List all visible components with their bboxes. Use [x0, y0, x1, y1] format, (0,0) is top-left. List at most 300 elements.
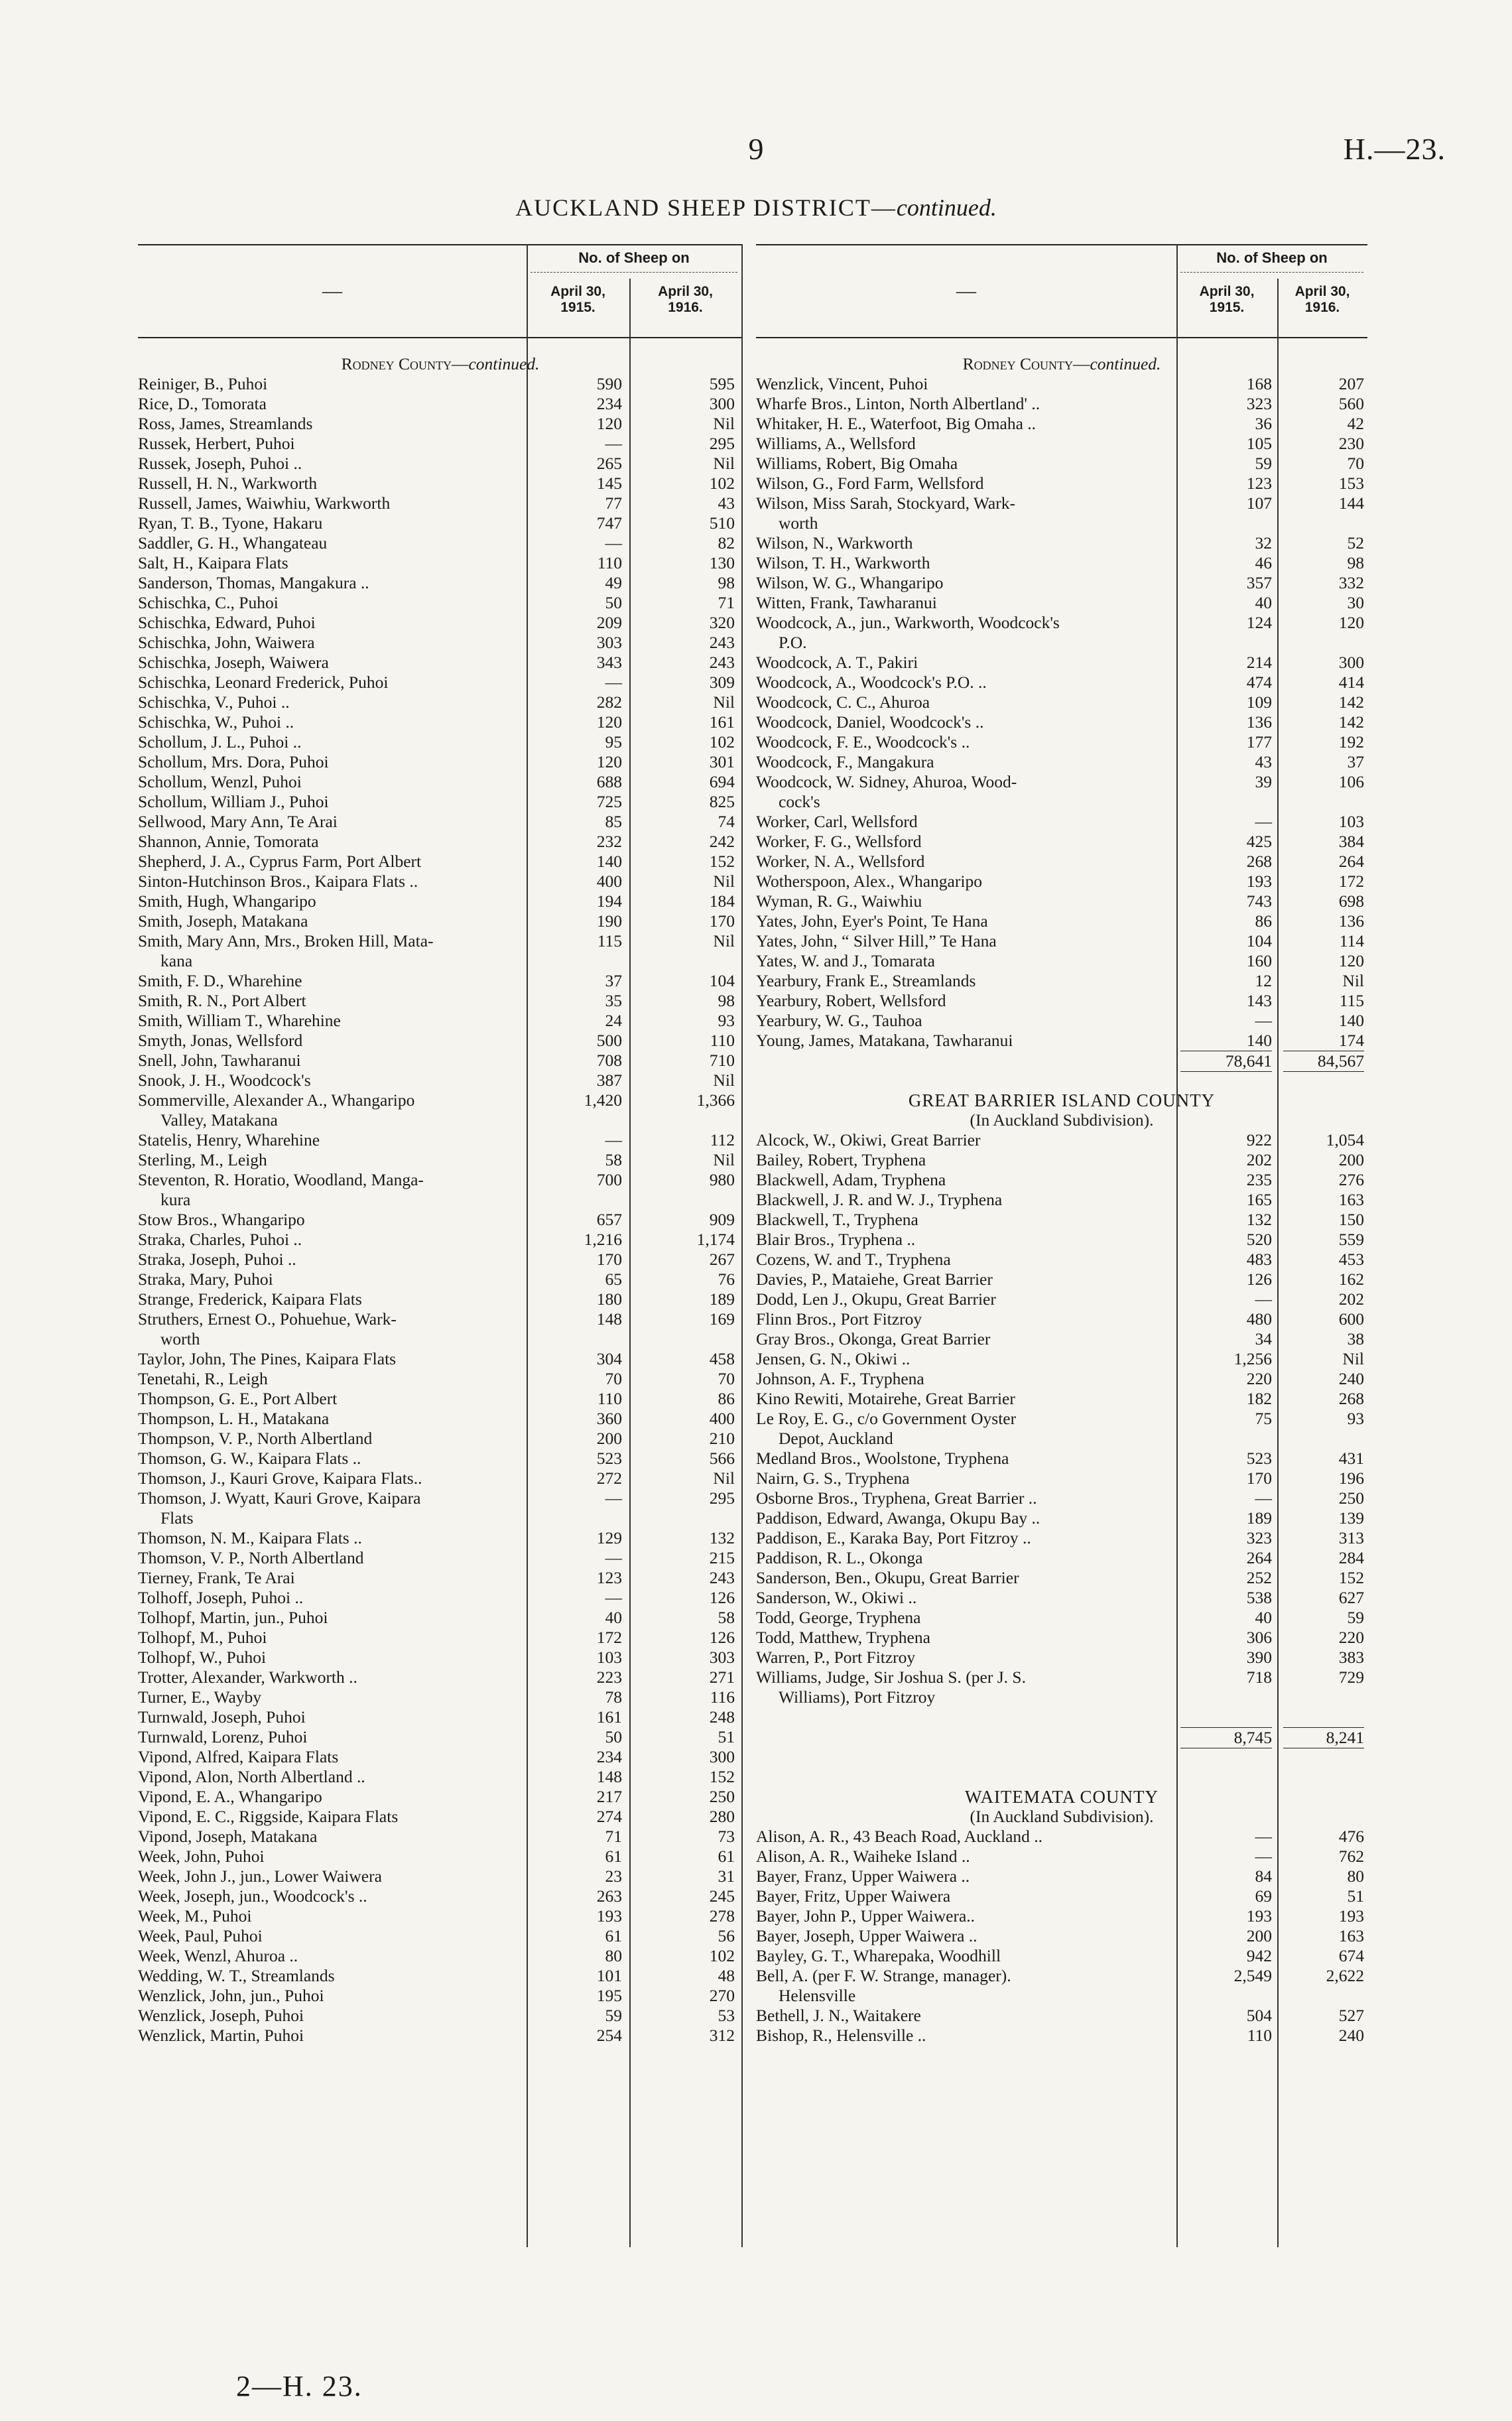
- entry-name: Woodcock, C. C., Ahuroa: [756, 692, 930, 712]
- entry-name: Wilson, N., Warkworth: [756, 533, 913, 553]
- right-table: [756, 244, 1367, 2267]
- entry-name: Woodcock, F. E., Woodcock's ..: [756, 732, 970, 752]
- sheep-1916: 163: [1338, 1926, 1364, 1945]
- entry-name: Wilson, W. G., Whangaripo: [756, 573, 944, 592]
- sheep-1916: 144: [1338, 493, 1364, 513]
- sheep-1916: 162: [1338, 1270, 1364, 1289]
- entry-name: Week, Joseph, jun., Woodcock's ..: [138, 1886, 367, 1906]
- entry-name: Week, Wenzl, Ahuroa ..: [138, 1946, 298, 1965]
- table-row: [756, 1090, 1367, 1110]
- table-row: [138, 2006, 743, 2026]
- sheep-1916: 170: [709, 911, 735, 931]
- table-row: [756, 852, 1367, 872]
- entry-name: Wharfe Bros., Linton, North Albertland' ..: [756, 394, 1040, 413]
- sheep-1916: 189: [709, 1289, 735, 1309]
- header-year-1916: April 30, 1916.: [1294, 284, 1350, 315]
- table-row: [756, 1230, 1367, 1250]
- entry-name: Tolhoff, Joseph, Puhoi ..: [138, 1588, 304, 1607]
- entry-name: Schollum, Wenzl, Puhoi: [138, 772, 302, 791]
- sheep-1915: —: [605, 1548, 622, 1567]
- table-row: [138, 872, 743, 891]
- sheep-1916: 130: [709, 553, 735, 572]
- entry-name: Worker, Carl, Wellsford: [756, 812, 918, 831]
- sheep-1916: 110: [710, 1031, 735, 1050]
- sheep-1915: 35: [605, 991, 622, 1010]
- sheep-1915: 84: [1255, 1866, 1272, 1886]
- table-row: [138, 1250, 743, 1270]
- sheep-1916: 196: [1338, 1469, 1364, 1488]
- table-row: [138, 1687, 743, 1707]
- sheep-1916: Nil: [713, 1150, 735, 1169]
- entry-name: Straka, Mary, Puhoi: [138, 1270, 273, 1289]
- sheep-1916: 86: [718, 1389, 735, 1408]
- sheep-1915: 254: [596, 2026, 622, 2045]
- sheep-1916: 142: [1338, 692, 1364, 712]
- sheep-1915: 161: [596, 1707, 622, 1727]
- sheep-1916: 309: [709, 673, 735, 692]
- entry-name: Osborne Bros., Tryphena, Great Barrier ..: [756, 1488, 1037, 1508]
- entry-name: Kino Rewiti, Motairehe, Great Barrier: [756, 1389, 1015, 1408]
- table-row: [756, 1449, 1367, 1469]
- sheep-1915: —: [1255, 1847, 1272, 1866]
- sheep-1915: 193: [596, 1906, 622, 1926]
- sheep-1916: 243: [709, 633, 735, 652]
- sheep-1916: 295: [709, 1488, 735, 1508]
- table-row: [138, 1707, 743, 1727]
- entry-name: Alcock, W., Okiwi, Great Barrier: [756, 1130, 981, 1149]
- table-row: [138, 633, 743, 653]
- entry-name: Russek, Joseph, Puhoi ..: [138, 454, 302, 473]
- table-row: [756, 1668, 1367, 1687]
- sheep-1915: 75: [1255, 1409, 1272, 1428]
- sheep-1915: 148: [596, 1767, 622, 1786]
- sheep-1916: 200: [1338, 1150, 1364, 1169]
- table-row: [138, 1588, 743, 1608]
- sheep-1915: 306: [1246, 1628, 1272, 1647]
- table-row: [756, 474, 1367, 493]
- entry-name: Woodcock, F., Mangakura: [756, 752, 934, 771]
- sheep-1916: 600: [1338, 1309, 1364, 1329]
- table-row: [756, 513, 1367, 533]
- sheep-1916: 312: [709, 2026, 735, 2045]
- entry-name: Thompson, V. P., North Albertland: [138, 1429, 373, 1448]
- table-row: [756, 613, 1367, 633]
- sheep-1915: 323: [1246, 394, 1272, 413]
- table-row: [138, 1309, 743, 1329]
- table-row: [138, 553, 743, 573]
- sheep-1916: 242: [709, 832, 735, 851]
- sheep-1916: 278: [709, 1906, 735, 1926]
- entry-name: Statelis, Henry, Wharehine: [138, 1130, 320, 1149]
- table-row: [138, 931, 743, 951]
- sheep-1916: 332: [1338, 573, 1364, 592]
- section-heading-main: Rodney County—: [341, 354, 469, 373]
- table-row: [138, 832, 743, 852]
- sheep-1916: 400: [709, 1409, 735, 1428]
- title-main: AUCKLAND SHEEP DISTRICT—: [515, 194, 897, 221]
- entry-name: Yates, W. and J., Tomarata: [756, 951, 935, 970]
- table-row: [138, 474, 743, 493]
- subdivision-note: (In Auckland Subdivision).: [970, 1110, 1154, 1130]
- entry-name: Schischka, V., Puhoi ..: [138, 692, 290, 712]
- entry-name: Stow Bros., Whangaripo: [138, 1210, 305, 1229]
- sheep-1916: 172: [1338, 872, 1364, 891]
- sheep-1916: 56: [718, 1926, 735, 1945]
- entry-name: Sanderson, Ben., Okupu, Great Barrier: [756, 1568, 1019, 1587]
- entry-name: Smith, William T., Wharehine: [138, 1011, 341, 1030]
- sheep-1916: Nil: [713, 414, 735, 433]
- sheep-1915: 688: [596, 772, 622, 791]
- sheep-1916: 313: [1338, 1528, 1364, 1547]
- table-row: [138, 732, 743, 752]
- sheep-1916: 48: [718, 1966, 735, 1985]
- sheep-1915: 190: [596, 911, 622, 931]
- table-row: [756, 792, 1367, 812]
- table-row: [138, 573, 743, 593]
- entry-name: Vipond, Alfred, Kaipara Flats: [138, 1747, 339, 1766]
- total-1915: 78,641: [1180, 1051, 1272, 1072]
- sheep-1916: 169: [709, 1309, 735, 1329]
- table-row: [138, 593, 743, 613]
- sheep-1915: —: [605, 1588, 622, 1607]
- table-row: [138, 951, 743, 971]
- entry-name-continuation: Depot, Auckland: [779, 1429, 893, 1448]
- sheep-1916: 93: [1347, 1409, 1364, 1428]
- sheep-1916: 1,174: [696, 1230, 735, 1249]
- table-row: [138, 1289, 743, 1309]
- section-heading-continued: continued.: [1090, 354, 1161, 373]
- table-row: [756, 1946, 1367, 1966]
- sheep-1915: 182: [1246, 1389, 1272, 1408]
- table-row: [138, 2026, 743, 2046]
- table-row: [138, 1429, 743, 1449]
- table-row: [138, 792, 743, 812]
- table-row: [138, 1071, 743, 1090]
- table-row: [756, 1150, 1367, 1170]
- sheep-1916: 98: [718, 991, 735, 1010]
- entry-name: Snook, J. H., Woodcock's: [138, 1071, 311, 1090]
- sheep-1916: 300: [709, 394, 735, 413]
- sheep-1916: 268: [1338, 1389, 1364, 1408]
- sheep-1915: 232: [596, 832, 622, 851]
- entry-name: Smyth, Jonas, Wellsford: [138, 1031, 303, 1050]
- entry-name: Saddler, G. H., Whangateau: [138, 533, 328, 553]
- sheep-1915: 747: [596, 513, 622, 533]
- sheep-1915: 59: [605, 2006, 622, 2025]
- sheep-1916: 980: [709, 1170, 735, 1189]
- table-row: [756, 1727, 1367, 1747]
- table-row: [138, 613, 743, 633]
- entry-name: Wenzlick, Vincent, Puhoi: [756, 374, 928, 393]
- entry-name: Turnwald, Joseph, Puhoi: [138, 1707, 306, 1727]
- county-heading: WAITEMATA COUNTY: [964, 1787, 1159, 1807]
- sheep-1915: 105: [1246, 434, 1272, 453]
- sheep-1915: 34: [1255, 1329, 1272, 1348]
- table-row: [138, 1349, 743, 1369]
- sheep-1916: 215: [709, 1548, 735, 1567]
- entry-name: Week, M., Puhoi: [138, 1906, 252, 1926]
- sheep-1915: —: [605, 533, 622, 553]
- sheep-1915: 922: [1246, 1130, 1272, 1149]
- sheep-1915: 110: [597, 1389, 622, 1408]
- entry-name: Paddison, Edward, Awanga, Okupu Bay ..: [756, 1508, 1040, 1528]
- entry-name: Paddison, R. L., Okonga: [756, 1548, 923, 1567]
- sheep-1915: 390: [1246, 1648, 1272, 1667]
- table-row: [138, 1866, 743, 1886]
- entry-name: Witten, Frank, Tawharanui: [756, 593, 937, 612]
- entry-name: Shepherd, J. A., Cyprus Farm, Port Albert: [138, 852, 422, 871]
- header-dash: —: [956, 280, 976, 302]
- sheep-1916: 153: [1338, 474, 1364, 493]
- sheep-1915: 101: [596, 1966, 622, 1985]
- sheep-1916: 280: [709, 1807, 735, 1826]
- entry-name: Week, John J., jun., Lower Waiwera: [138, 1866, 382, 1886]
- sheep-1916: Nil: [1342, 1349, 1364, 1368]
- sheep-1916: 240: [1338, 2026, 1364, 2045]
- table-row: [756, 1747, 1367, 1767]
- sheep-1915: 177: [1246, 732, 1272, 752]
- table-row: [138, 1946, 743, 1966]
- table-row: [138, 911, 743, 931]
- table-row: [138, 1886, 743, 1906]
- sheep-1915: 107: [1246, 493, 1272, 513]
- sheep-1915: 220: [1246, 1369, 1272, 1388]
- entry-name: Reiniger, B., Puhoi: [138, 374, 268, 393]
- table-row: [138, 394, 743, 414]
- entry-name: Snell, John, Tawharanui: [138, 1051, 301, 1070]
- table-header: [756, 244, 1367, 337]
- sheep-1916: 139: [1338, 1508, 1364, 1528]
- entry-name: Russell, H. N., Warkworth: [138, 474, 318, 493]
- table-row: [756, 1648, 1367, 1668]
- sheep-1915: 520: [1246, 1230, 1272, 1249]
- table-row: [138, 1488, 743, 1508]
- sheep-1916: 710: [709, 1051, 735, 1070]
- sheep-1915: 214: [1246, 653, 1272, 672]
- table-row: [138, 752, 743, 772]
- table-row: [138, 1767, 743, 1787]
- table-row: [138, 1787, 743, 1807]
- sheep-1916: 98: [718, 573, 735, 592]
- entry-name: Week, Paul, Puhoi: [138, 1926, 263, 1945]
- entry-name: Blackwell, J. R. and W. J., Tryphena: [756, 1190, 1003, 1209]
- sheep-1915: 59: [1255, 454, 1272, 473]
- sheep-1915: 387: [596, 1071, 622, 1090]
- header-subline: [1180, 272, 1363, 273]
- sheep-1915: 104: [1246, 931, 1272, 950]
- table-row: [756, 1568, 1367, 1588]
- sheep-1915: 103: [596, 1648, 622, 1667]
- table-row: [756, 633, 1367, 653]
- sheep-1916: 102: [709, 732, 735, 752]
- sheep-1915: 195: [596, 1986, 622, 2005]
- sheep-1916: 184: [709, 891, 735, 911]
- title-continued: continued.: [896, 194, 997, 221]
- table-row: [756, 1329, 1367, 1349]
- sheep-1916: 38: [1347, 1329, 1364, 1348]
- sheep-1916: 698: [1338, 891, 1364, 911]
- table-row: [138, 1150, 743, 1170]
- table-row: [756, 692, 1367, 712]
- entry-name: Woodcock, Daniel, Woodcock's ..: [756, 712, 984, 732]
- table-row: [138, 1528, 743, 1548]
- sheep-1916: 120: [1338, 951, 1364, 970]
- table-row: [138, 1270, 743, 1289]
- table-row: [138, 891, 743, 911]
- section-heading: [756, 354, 1367, 374]
- table-row: [756, 1071, 1367, 1090]
- sheep-1915: 58: [605, 1150, 622, 1169]
- sheep-1915: 268: [1246, 852, 1272, 871]
- sheep-1915: 217: [596, 1787, 622, 1806]
- sheep-1916: 300: [1338, 653, 1364, 672]
- entry-name: Williams, Robert, Big Omaha: [756, 454, 958, 473]
- sheep-1915: 120: [596, 712, 622, 732]
- total-1916: 8,241: [1283, 1727, 1364, 1748]
- sheep-1916: 126: [709, 1628, 735, 1647]
- sheep-1915: 425: [1246, 832, 1272, 851]
- sheep-1915: 400: [596, 872, 622, 891]
- sheep-1915: 504: [1246, 2006, 1272, 2025]
- entry-name: Vipond, Joseph, Matakana: [138, 1827, 318, 1846]
- entry-name: Thomson, G. W., Kaipara Flats ..: [138, 1449, 361, 1468]
- table-row: [756, 1469, 1367, 1488]
- entry-name: Flinn Bros., Port Fitzroy: [756, 1309, 922, 1329]
- sheep-1915: 132: [1246, 1210, 1272, 1229]
- entry-name: Steventon, R. Horatio, Woodland, Manga-: [138, 1170, 424, 1189]
- table-row: [756, 2026, 1367, 2046]
- sheep-1915: 202: [1246, 1150, 1272, 1169]
- entry-name: Gray Bros., Okonga, Great Barrier: [756, 1329, 991, 1348]
- table-row: [756, 1031, 1367, 1051]
- sheep-1915: 23: [605, 1866, 622, 1886]
- sheep-1916: 30: [1347, 593, 1364, 612]
- entry-name: Sterling, M., Leigh: [138, 1150, 267, 1169]
- entry-name: Shannon, Annie, Tomorata: [138, 832, 319, 851]
- entry-name: Thomson, N. M., Kaipara Flats ..: [138, 1528, 362, 1547]
- entry-name: Sellwood, Mary Ann, Te Arai: [138, 812, 338, 831]
- sheep-1916: 595: [709, 374, 735, 393]
- table-row: [138, 991, 743, 1011]
- entry-name: Medland Bros., Woolstone, Tryphena: [756, 1449, 1009, 1468]
- entry-name: Schollum, William J., Puhoi: [138, 792, 329, 811]
- sheep-1916: 136: [1338, 911, 1364, 931]
- entry-name: Sinton-Hutchinson Bros., Kaipara Flats ..: [138, 872, 418, 891]
- entry-name: Smith, Hugh, Whangaripo: [138, 891, 316, 911]
- entry-name: Vipond, Alon, North Albertland ..: [138, 1767, 365, 1786]
- sheep-1915: 86: [1255, 911, 1272, 931]
- sheep-1916: 82: [718, 533, 735, 553]
- entry-name: Tierney, Frank, Te Arai: [138, 1568, 295, 1587]
- sheep-1915: 120: [596, 414, 622, 433]
- entry-name: Thomson, V. P., North Albertland: [138, 1548, 364, 1567]
- table-row: [138, 533, 743, 553]
- sheep-1915: 85: [605, 812, 622, 831]
- sheep-1915: 145: [596, 474, 622, 493]
- table-row: [138, 454, 743, 474]
- sheep-1915: 65: [605, 1270, 622, 1289]
- table-row: [138, 1110, 743, 1130]
- sheep-1916: 115: [1339, 991, 1364, 1010]
- entry-name: Smith, R. N., Port Albert: [138, 991, 306, 1010]
- entry-name-continuation: kura: [160, 1190, 191, 1209]
- sheep-1916: 202: [1338, 1289, 1364, 1309]
- table-row: [756, 1707, 1367, 1727]
- table-row: [756, 911, 1367, 931]
- table-row: [138, 1548, 743, 1568]
- entry-name: Russek, Herbert, Puhoi: [138, 434, 295, 453]
- table-row: [756, 1289, 1367, 1309]
- table-row: [756, 593, 1367, 613]
- sheep-1916: 527: [1338, 2006, 1364, 2025]
- table-row: [756, 1250, 1367, 1270]
- sheep-1915: 40: [1255, 593, 1272, 612]
- sheep-1916: 267: [709, 1250, 735, 1269]
- table-row: [756, 1409, 1367, 1429]
- sheep-1915: 120: [596, 752, 622, 771]
- sheep-1915: 1,256: [1233, 1349, 1272, 1368]
- sheep-1915: 110: [1247, 2026, 1272, 2045]
- sheep-1915: —: [605, 1488, 622, 1508]
- sheep-1915: 61: [605, 1926, 622, 1945]
- sheep-1915: 360: [596, 1409, 622, 1428]
- sheep-1915: 303: [596, 633, 622, 652]
- sheep-1915: 590: [596, 374, 622, 393]
- entry-name: Sanderson, Thomas, Mangakura ..: [138, 573, 369, 592]
- table-row: [756, 1926, 1367, 1946]
- sheep-1916: 102: [709, 474, 735, 493]
- entry-name: Struthers, Ernest O., Pohuehue, Wark-: [138, 1309, 397, 1329]
- sheep-1915: 95: [605, 732, 622, 752]
- sheep-1916: 276: [1338, 1170, 1364, 1189]
- entry-name: Thompson, L. H., Matakana: [138, 1409, 330, 1428]
- sheep-1916: 51: [1347, 1886, 1364, 1906]
- entry-name: Yearbury, Robert, Wellsford: [756, 991, 946, 1010]
- entry-name: Woodcock, A., Woodcock's P.O. ..: [756, 673, 987, 692]
- table-row: [756, 1190, 1367, 1210]
- entry-name: Warren, P., Port Fitzroy: [756, 1648, 916, 1667]
- sheep-1916: Nil: [713, 872, 735, 891]
- table-row: [756, 832, 1367, 852]
- table-row: [756, 1548, 1367, 1568]
- sheep-1915: 32: [1255, 533, 1272, 553]
- table-row: [756, 1170, 1367, 1190]
- table-row: [138, 1827, 743, 1847]
- table-header: [138, 244, 743, 337]
- sheep-1916: 42: [1347, 414, 1364, 433]
- sheep-1916: 163: [1338, 1190, 1364, 1209]
- entry-name: Sanderson, W., Okiwi ..: [756, 1588, 917, 1607]
- table-row: [756, 1488, 1367, 1508]
- table-row: [138, 971, 743, 991]
- header-rule: [138, 337, 743, 338]
- table-row: [138, 1409, 743, 1429]
- table-row: [756, 732, 1367, 752]
- table-row: [756, 1210, 1367, 1230]
- entry-name-continuation: kana: [160, 951, 193, 970]
- sheep-1915: 323: [1246, 1528, 1272, 1547]
- sheep-1915: 69: [1255, 1886, 1272, 1906]
- sheep-1916: 70: [718, 1369, 735, 1388]
- sheep-1916: 220: [1338, 1628, 1364, 1647]
- entry-name: Alison, A. R., 43 Beach Road, Auckland ..: [756, 1827, 1043, 1846]
- header-dash: —: [322, 280, 342, 302]
- sheep-1916: 909: [709, 1210, 735, 1229]
- entry-name: Ryan, T. B., Tyone, Hakaru: [138, 513, 323, 533]
- entry-name: Blackwell, Adam, Tryphena: [756, 1170, 946, 1189]
- entry-name: Young, James, Matakana, Tawharanui: [756, 1031, 1013, 1050]
- document-reference: H.—23.: [1343, 132, 1446, 166]
